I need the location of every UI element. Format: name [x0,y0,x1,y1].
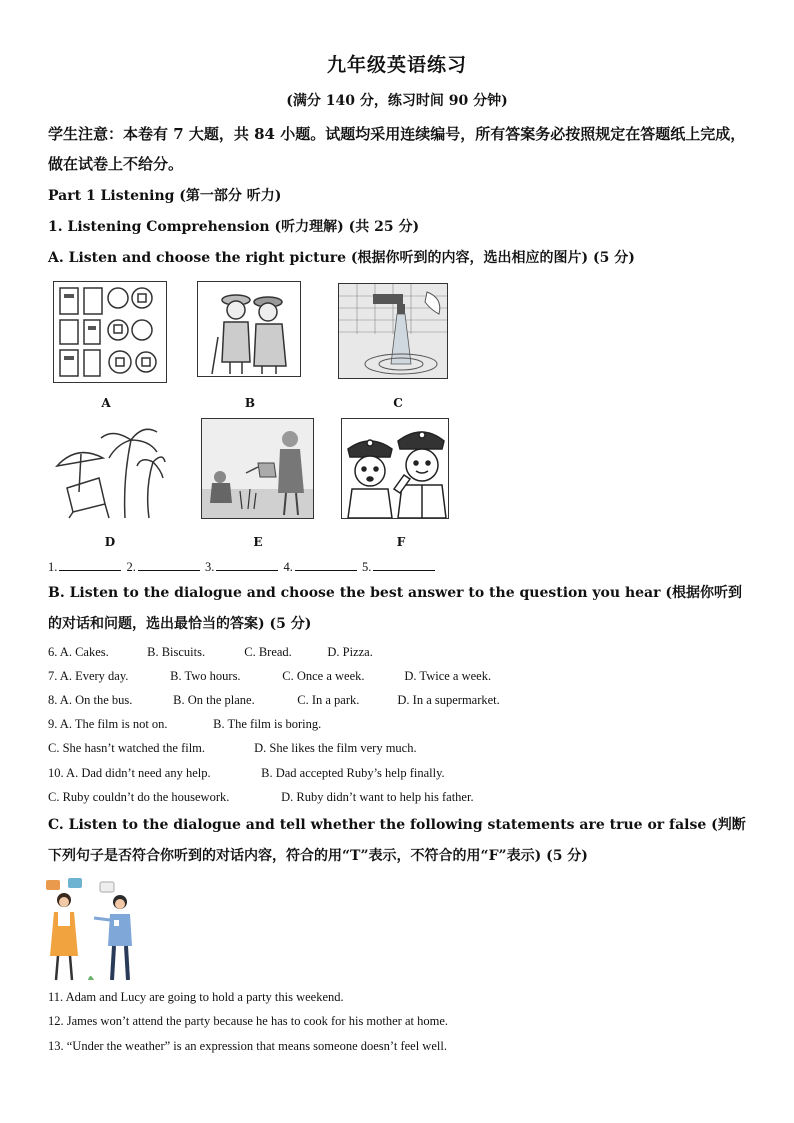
picture-label-a: A [101,396,111,410]
q6-option-b: B. Biscuits. [147,645,206,659]
statement-11: 11. Adam and Lucy are going to hold a party this weekend. [48,990,344,1004]
picture-b-old-couple [197,281,301,377]
question-7 [48,669,491,684]
question-8 [48,693,500,708]
statement-12: 12. James won’t attend the party because he has to cook for his mother at home. [48,1014,449,1028]
q6-option-a: 6. A. Cakes. [48,645,109,659]
picture-label-b: B [244,396,256,410]
sectionA-heading: A. Listen and choose the right picture (根据你听到的内容，选出相应的图片) (5 分) [48,250,635,266]
statement-13: 13. “Under the weather” is an expression that means someone doesn’t feel well. [48,1039,447,1053]
picture-e-watering-plants [201,418,314,519]
q10-option-d: D. Ruby didn’t want to help his father. [281,790,474,804]
answer-blank-4[interactable] [295,558,357,571]
q6-option-d: D. Pizza. [327,645,373,659]
sectionC-heading: C. Listen to the dialogue and tell whether the following statements are true or false (判断下列句子是否符合你听到的对话内容，符合的用“T”表示，不符合的用“F”表示) (5 分) [48,817,746,864]
question-10-cont [48,790,474,805]
blank-number-2: 2. [126,560,136,574]
q10-option-b: B. Dad accepted Ruby’s help finally. [261,766,445,780]
q7-option-b: B. Two hours. [170,669,241,683]
question-10 [48,766,445,781]
q9-option-d: D. She likes the film very much. [254,741,417,755]
picture-label-d: D [104,535,116,549]
answer-blank-1[interactable] [59,558,121,571]
q7-option-c: C. Once a week. [282,669,365,683]
q8-option-d: D. In a supermarket. [397,693,500,707]
answer-blank-2[interactable] [138,558,200,571]
q7-option-d: D. Twice a week. [404,669,492,683]
question-9 [48,717,321,732]
exam-subtitle: (满分 140 分，练习时间 90 分钟) [286,93,508,109]
question-6 [48,645,373,660]
answer-blank-5[interactable] [373,558,435,571]
blank-number-4: 4. [283,560,293,574]
answer-blanks-row [48,558,437,575]
q6-option-c: C. Bread. [244,645,292,659]
q9-option-a: 9. A. The film is not on. [48,717,168,731]
q10-option-c: C. Ruby couldn’t do the housework. [48,790,230,804]
picture-label-e: E [253,535,263,549]
picture-f-police-officers [341,418,449,519]
q8-option-b: B. On the plane. [173,693,255,707]
exam-title: 九年级英语练习 [326,54,467,76]
blank-number-5: 5. [362,560,372,574]
q7-option-a: 7. A. Every day. [48,669,129,683]
picture-label-f: F [396,535,406,549]
blank-number-3: 3. [205,560,215,574]
picture-a-coins [53,281,167,383]
dialogue-illustration [44,876,140,984]
picture-d-beach [53,418,166,521]
answer-blank-3[interactable] [216,558,278,571]
q9-option-b: B. The film is boring. [213,717,322,731]
blank-number-1: 1. [48,560,58,574]
q10-option-a: 10. A. Dad didn’t need any help. [48,766,211,780]
picture-label-c: C [393,396,403,410]
picture-c-running-tap [338,283,448,379]
question-9-cont [48,741,417,756]
q9-option-c: C. She hasn’t watched the film. [48,741,206,755]
section1-heading: 1. Listening Comprehension (听力理解) (共 25 分) [48,219,420,235]
part1-heading: Part 1 Listening (第一部分 听力) [48,188,282,204]
q8-option-c: C. In a park. [297,693,360,707]
q8-option-a: 8. A. On the bus. [48,693,133,707]
student-notice: 学生注意：本卷有 7 大题，共 84 小题。试题均采用连续编号，所有答案务必按照规定在答题纸上完成，做在试卷上不给分。 [48,125,746,173]
sectionB-heading: B. Listen to the dialogue and choose the best answer to the question you hear (根据你听到的对话和问题，选出最恰当的答案) (5 分) [48,585,742,632]
